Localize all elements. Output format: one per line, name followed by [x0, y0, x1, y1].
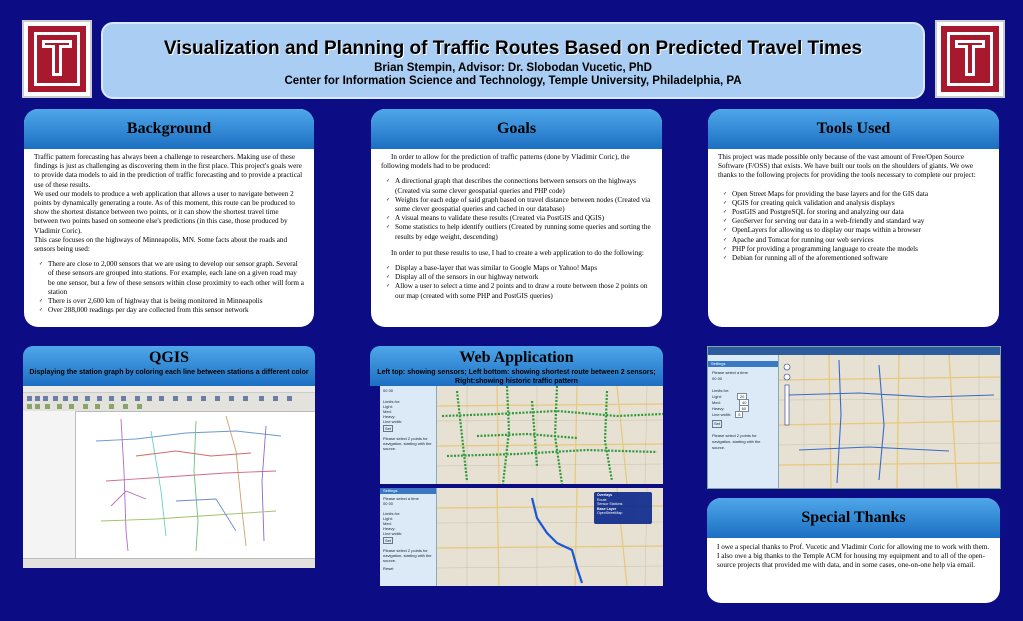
navigation-hint: Please select 2 points for navigation, starting with the source. [383, 436, 432, 451]
webapp-historic-screenshot [707, 346, 1001, 489]
webapp-heading: Web Application [459, 349, 574, 366]
list-item: ✓ A directional graph that describes the connections between sensors on the highways (Created via some clever geospatial queries and PHP code) [395, 177, 652, 195]
overlay-sensor-stations[interactable]: Sensor Stations [597, 502, 623, 507]
qgis-toolbar-icons-icon [23, 393, 315, 411]
authors: Brian Stempin, Advisor: Dr. Slobodan Vucetic, PhD [374, 62, 652, 74]
time-select[interactable]: 00 00 [383, 388, 394, 393]
med-input[interactable]: 40 [739, 399, 749, 406]
tools-p1: This project was made possible only because of the vast amount of Free/Open Source Software (F/OSS) that exists. We have built our tools on the shoulders of giants. We owe thanks to the following projects for providing the tools necessary to complete our project: [718, 153, 976, 180]
list-item: ✓ Debian for running all of the aforementioned software [732, 254, 989, 263]
list-item: ✓ A visual means to validate these results (Created via PostGIS and QGIS) [395, 214, 652, 223]
background-panel [24, 109, 314, 327]
list-item: ✓ Over 288,000 readings per day are collected from this sensor network [48, 306, 304, 315]
historic-tabbar [708, 347, 1000, 355]
time-select-2[interactable]: 00 00 [383, 501, 394, 506]
temple-logo-right [935, 20, 1005, 98]
webapp-sensors-screenshot [380, 386, 663, 484]
level-light: Light: [383, 404, 393, 409]
historic-time-select[interactable]: 00 00 [712, 376, 723, 381]
level-line-width: Line width: [383, 419, 403, 424]
historic-settings-title: Settings [708, 361, 778, 367]
thanks-body [707, 538, 1000, 571]
background-body [24, 149, 314, 315]
historic-level-light: Light: 20 [712, 394, 774, 400]
qgis-screenshot [23, 386, 315, 568]
qgis-layer-panel [23, 411, 76, 558]
list-item: ✓ GeoServer for serving our data in a web-friendly and standard way [732, 217, 989, 226]
settings-sidebar [380, 386, 437, 484]
sensor-map [437, 386, 663, 484]
settings-title: Settings [380, 488, 436, 494]
set-button[interactable]: Set [385, 426, 392, 431]
list-item: ✓ Some statistics to help identify outliers (Created by running some queries and sorting the results by edge weight, descending) [395, 223, 652, 241]
webapp-route-screenshot [380, 488, 663, 586]
tools-heading: Tools Used [708, 109, 999, 149]
level-med-2: Med: [383, 521, 392, 526]
temple-logo-left [22, 20, 92, 98]
base-layer-label: Base Layer [597, 506, 617, 511]
historic-level-line-width: Line width: 5 [712, 412, 774, 418]
qgis-menubar [23, 386, 315, 393]
qgis-map-canvas [76, 411, 315, 558]
zoom-control-icon[interactable] [784, 364, 790, 425]
background-heading: Background [24, 109, 314, 149]
limits-label: Limits for: [383, 399, 401, 404]
overlay-route[interactable]: Route [597, 497, 607, 502]
base-layer-osm[interactable]: OpenStreetMap [597, 511, 623, 516]
tools-list [718, 190, 989, 264]
qgis-header [23, 346, 315, 386]
thanks-text: I owe a special thanks to Prof. Vucetic and Vladimir Coric for allowing me to work with them. I also owe a big thanks to the Temple ACM for housing my equipment and to all of the open-source projects that provided me with data, and in some cases, one-on-one help via email. [717, 543, 990, 570]
goals-body [371, 149, 662, 301]
webapp-header [370, 346, 663, 386]
qgis-toolbar [23, 393, 315, 412]
qgis-panel [23, 346, 315, 568]
tools-body [708, 149, 999, 263]
list-item: ✓ Apache and Tomcat for running our web services [732, 236, 989, 245]
historic-level-med: Med: 40 [712, 400, 774, 406]
background-p2: We used our models to produce a web application that allows a user to navigate between 2 points by dynamically generating a route. As of this moment, this route can be produced to show the shortest distance between two points, or it can show the shortest travel time between two points based on someone else's predictions (in this case, those produced by Vladimir Coric). [34, 189, 295, 235]
level-med: Med: [383, 409, 392, 414]
set-button-2[interactable]: Set [385, 538, 392, 543]
overlay-switcher[interactable] [594, 492, 652, 524]
line-width-input[interactable]: 5 [735, 411, 743, 418]
historic-sidebar [708, 355, 779, 488]
historic-level-heavy: Heavy: 60 [712, 406, 774, 412]
level-line-width-2: Line width: [383, 531, 403, 536]
poster-title: Visualization and Planning of Traffic Routes Based on Predicted Travel Times [163, 38, 863, 59]
list-item: ✓ Open Street Maps for providing the base layers and for the GIS data [732, 190, 989, 199]
list-item: ✓ QGIS for creating quick validation and analysis displays [732, 199, 989, 208]
webapp-panel [370, 346, 663, 586]
historic-limits-label: Limits for: [712, 388, 730, 393]
level-light-2: Light: [383, 516, 393, 521]
historic-time-label: Please select a time [712, 370, 748, 375]
background-p3: This case focuses on the highways of Minneapolis, MN. Some facts about the roads and sensors being used: [34, 235, 288, 254]
temple-t-logo-icon [941, 26, 999, 92]
list-item: ✓ OpenLayers for allowing us to display our maps within a browser [732, 226, 989, 235]
route-line [532, 498, 582, 583]
list-item: ✓ Display a base-layer that was similar to Google Maps or Yahoo! Maps [395, 264, 652, 273]
goals-heading: Goals [371, 109, 662, 149]
webapp-caption: Left top: showing sensors; Left bottom: showing shortest route between 2 sensors; Right:showing historic traffic pattern [377, 369, 656, 385]
thanks-heading: Special Thanks [707, 498, 1000, 538]
settings-sidebar-2 [380, 488, 437, 586]
thanks-panel [707, 498, 1000, 603]
affiliation: Center for Information Science and Technology, Temple University, Philadelphia, PA [284, 75, 742, 87]
list-item: ✓ Weights for each edge of said graph based on travel distance between nodes (Created via some clever geospatial queries and cached in our database) [395, 196, 652, 214]
historic-set-button[interactable]: Set [714, 421, 721, 426]
heavy-input[interactable]: 60 [739, 405, 749, 412]
list-item: ✓ There are close to 2,000 sensors that we are using to develop our sensor graph. Several of these sensors are grouped into stations. For example, each lane on a given road may be one sensor, but a few of these sensors within close proximity to each other will form a station [48, 260, 304, 297]
time-label: Please select a time [383, 496, 419, 501]
tools-panel [708, 109, 999, 327]
list-item: ✓ PostGIS and PostgreSQL for storing and analyzing our data [732, 208, 989, 217]
level-heavy: Heavy: [383, 414, 396, 419]
level-heavy-2: Heavy: [383, 526, 396, 531]
qgis-statusbar [23, 558, 315, 568]
goals-p2: In order to put these results to use, I had to create a web application to do the following: [391, 248, 644, 257]
poster-title-box [101, 22, 925, 99]
goals-panel [371, 109, 662, 327]
light-input[interactable]: 20 [737, 393, 747, 400]
qgis-caption: Displaying the station graph by coloring each line between stations a different color [29, 369, 309, 376]
list-item: ✓ There is over 2,600 km of highway that is being monitored in Minneapolis [48, 297, 304, 306]
reset-link[interactable]: Reset [383, 566, 394, 571]
historic-traffic-map [779, 355, 1000, 488]
limits-label-2: Limits for: [383, 511, 401, 516]
qgis-heading: QGIS [148, 349, 189, 366]
goals-list-2 [381, 264, 652, 301]
list-item: ✓ PHP for providing a programming language to create the models [732, 245, 989, 254]
overlays-label: Overlays [597, 493, 613, 497]
temple-t-logo-icon [28, 26, 86, 92]
background-list [34, 260, 304, 315]
list-item: ✓ Allow a user to select a time and 2 points and to draw a route between those 2 points on our map (created with some PHP and PostGIS queries) [395, 282, 652, 300]
navigation-hint-2: Please select 2 points for navigation, starting with the source. [383, 548, 432, 563]
list-item: ✓ Display all of the sensors in our highway network [395, 273, 652, 282]
goals-p1: In order to allow for the prediction of traffic patterns (done by Vladimir Coric), the following models had to be produced: [381, 153, 630, 171]
goals-list-1 [381, 177, 652, 241]
historic-hint: Please select 2 points for navigation, starting with the source. [712, 433, 761, 450]
background-p1: Traffic pattern forecasting has always been a challenge to researchers. Making use of these findings is just as challenging as discovering them in the first place. This project's goals were to provide data models to aid in the prediction of traffic forecasting and to provide a practical use of these results. [34, 153, 303, 189]
